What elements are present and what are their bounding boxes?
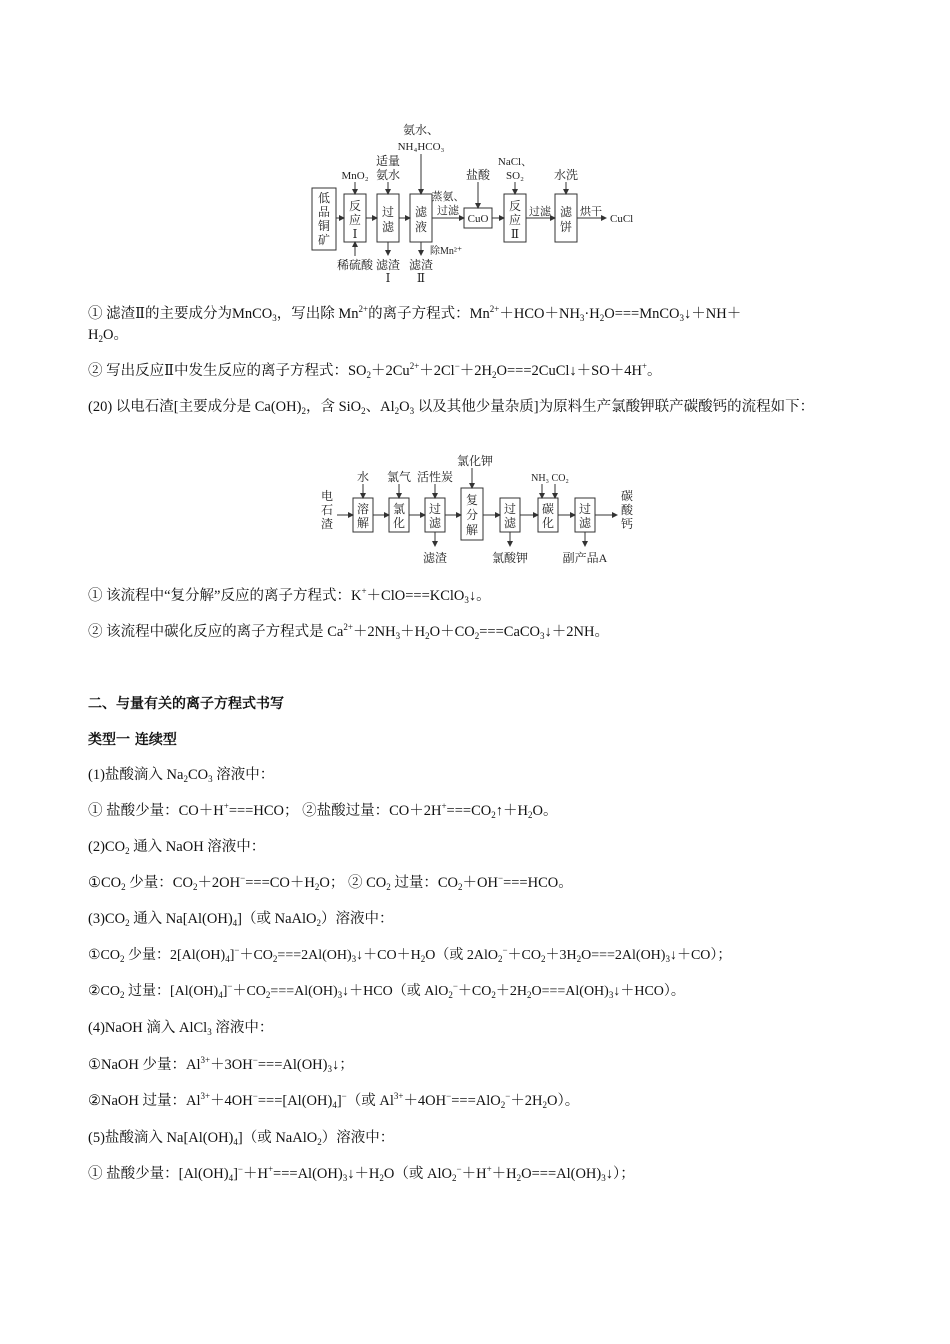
r2-char-3: Ⅱ [510, 227, 520, 241]
r2-char-1: 反 [508, 199, 522, 213]
label-shiliang-2: 氨水 [375, 168, 401, 182]
r1-char-3: Ⅰ [352, 227, 358, 241]
cuo-text: CuO [467, 213, 489, 225]
label-huoxingtan: 活性炭 [416, 470, 454, 484]
label-shuixi: 水洗 [553, 168, 579, 182]
filta-char-2: 滤 [428, 516, 442, 530]
label-lvsuanjia: 氯酸钾 [491, 551, 529, 565]
label-lvzha-1: 滤渣 [375, 258, 401, 272]
start-char-1: 电 [320, 489, 334, 503]
dissolve-char-1: 溶 [356, 502, 370, 516]
label-lvhuajia: 氯化钾 [456, 454, 494, 468]
meta-char-3: 解 [465, 523, 479, 537]
meta-char-2: 分 [465, 508, 479, 522]
label-mno2: MnO₂ [341, 170, 369, 182]
filtb-char-1: 过 [503, 502, 517, 516]
r1-char-2: 应 [348, 213, 362, 227]
end-char-1: 碳 [620, 489, 634, 503]
q4-answer-1: ①NaOH 少量：$Al^{3+}+3OH^-===Al(OH)_3↓$； [88, 1055, 354, 1074]
filter-char-2: 滤 [381, 220, 395, 234]
flow-diagram-kclo3 [315, 452, 645, 570]
q3-answer-2: $②CO_2$ 过量：$[Al(OH)_4]^-+CO_2===Al(OH)_3↓+HCO$（或 $AlO_2^-+CO_2+2H_2O===Al(OH)_3↓+HCO$）。 [88, 981, 685, 1000]
q5-answer-1: ① 盐酸少量：$[Al(OH)_4]^-+H^+===Al(OH)_3↓+H_2O$（或 $AlO_2^-+H^++H_2O===Al(OH)_3↓$）； [88, 1164, 635, 1183]
label-yansuan: 盐酸 [465, 168, 491, 182]
label-nacl-2: SO₂ [506, 170, 524, 182]
meta-char-1: 复 [465, 493, 479, 507]
carb-char-1: 碳 [541, 502, 555, 516]
carb-char-2: 化 [541, 516, 555, 530]
para-q20-1: ① 该流程中“复分解”反应的离子方程式：K+＋ClO===KClO$_3$↓。 [88, 586, 491, 605]
para-q20-2: ② 该流程中碳化反应的离子方程式是 $Ca^{2+}+2NH_3+H_2O+CO_2===CaCO_3↓+2NH$。 [88, 622, 609, 641]
q5-title: (5)盐酸滴入 $Na[Al(OH)_4]$（或 NaAlO$_2$）溶液中： [88, 1130, 395, 1147]
label-lvzha-1-num: Ⅰ [385, 271, 391, 283]
filta-char-1: 过 [428, 502, 442, 516]
label-fuchanpin: 副产品A [562, 551, 608, 565]
label-nh3co2: NH₃ CO₂ [531, 473, 569, 484]
filtb-char-2: 滤 [503, 516, 517, 530]
label-chumn: 除Mn²⁺ [430, 246, 463, 257]
label-guolv: 过滤 [529, 206, 551, 218]
q1-answer: ① 盐酸少量：CO＋H+===HCO； ②盐酸过量：$CO+2H^+===CO_2↑+H_2O$。 [88, 801, 558, 820]
label-nacl-1: NaCl、 [497, 156, 533, 168]
label-ammonia-2: NH₄HCO₃ [397, 141, 445, 153]
label-honggan: 烘干 [580, 206, 602, 218]
filtc-char-1: 过 [578, 502, 592, 516]
para-q19-1: ① 滤渣Ⅱ的主要成分为MnCO$_3$，写出除 $Mn^{2+}$的离子方程式：$Mn^{2+}+HCO+NH_3\cdot H_2O===MnCO_3↓+NH+$ [88, 304, 742, 323]
filter-char-1: 过 [381, 205, 395, 219]
label-ammonia-1: 氨水、 [402, 123, 440, 137]
label-shui: 水 [356, 470, 370, 484]
section-heading: 二、与量有关的离子方程式书写 [88, 696, 284, 712]
q4-answer-2: ②NaOH 过量：$Al^{3+}+4OH^-===[Al(OH)_4]^-$（或 $Al^{3+}+4OH^-===AlO_2^-+2H_2O$）。 [88, 1091, 580, 1110]
label-lvzha-2-num: Ⅱ [416, 271, 426, 283]
para-q19-1-cont: $H_2O$。 [88, 327, 128, 344]
filtrate-char-2: 液 [414, 220, 428, 234]
label-cucl: CuCl [610, 213, 634, 225]
ore-char-2: 品 [317, 205, 331, 219]
q3-answer-1: $①CO_2$ 少量：$2[Al(OH)_4]^-+CO_2===2Al(OH)_3↓+CO+H_2O$（或 $2AlO_2^-+CO_2+3H_2O===2Al(OH)_3↓+CO$）； [88, 945, 732, 964]
r1-char-1: 反 [348, 199, 362, 213]
label-xiliusuan: 稀硫酸 [336, 258, 374, 272]
r2-char-2: 应 [508, 213, 522, 227]
label-lvzha: 滤渣 [422, 551, 448, 565]
flow-diagram-copper [300, 118, 660, 283]
q2-title: $(2)CO_2$ 通入 NaOH 溶液中： [88, 839, 266, 856]
dissolve-char-2: 解 [356, 516, 370, 530]
label-luqi: 氯气 [386, 470, 412, 484]
para-q20: (20) 以电石渣[主要成分是 $Ca(OH)_2$，含 SiO$_2$、$Al_2O_3$ 以及其他少量杂质]为原料生产氯酸钾联产碳酸钙的流程如下： [88, 399, 815, 416]
ore-char-3: 铜 [317, 219, 331, 233]
ore-char-4: 矿 [317, 233, 331, 247]
label-zhengan-2: 过滤 [437, 205, 459, 217]
filtrate-char-1: 滤 [414, 205, 428, 219]
label-lvzha-2: 滤渣 [408, 258, 434, 272]
q3-title: $(3)CO_2$ 通入 $Na[Al(OH)_4]$（或 NaAlO$_2$）溶液中： [88, 911, 394, 928]
cake-char-2: 饼 [559, 220, 573, 234]
label-zhengan-1: 蒸氨、 [431, 191, 465, 203]
ore-char-1: 低 [317, 191, 331, 205]
start-char-2: 石 [320, 503, 334, 517]
end-char-2: 酸 [620, 503, 634, 517]
filtc-char-2: 滤 [578, 516, 592, 530]
q4-title: (4)NaOH 滴入 AlCl$_3$ 溶液中： [88, 1020, 274, 1037]
subsection-heading: 类型一 连续型 [88, 732, 177, 748]
start-char-3: 渣 [320, 517, 334, 531]
para-q19-2: ② 写出反应Ⅱ中发生反应的离子方程式：$SO_2+2Cu^{2+}+2Cl^-+2H_2O===2CuCl↓+SO+4H^+$。 [88, 361, 662, 380]
chlor-char-1: 氯 [392, 502, 406, 516]
q1-title: (1)盐酸滴入 $Na_2CO_3$ 溶液中： [88, 767, 275, 784]
label-shiliang-1: 适量 [375, 154, 401, 168]
cake-char-1: 滤 [559, 205, 573, 219]
end-char-3: 钙 [620, 517, 634, 531]
q2-answer: $①CO_2$ 少量：$CO_2+2OH^-===CO+H_2O$； ② $CO_2$ 过量：$CO_2+OH^-===HCO$。 [88, 873, 573, 892]
chlor-char-2: 化 [392, 516, 406, 530]
